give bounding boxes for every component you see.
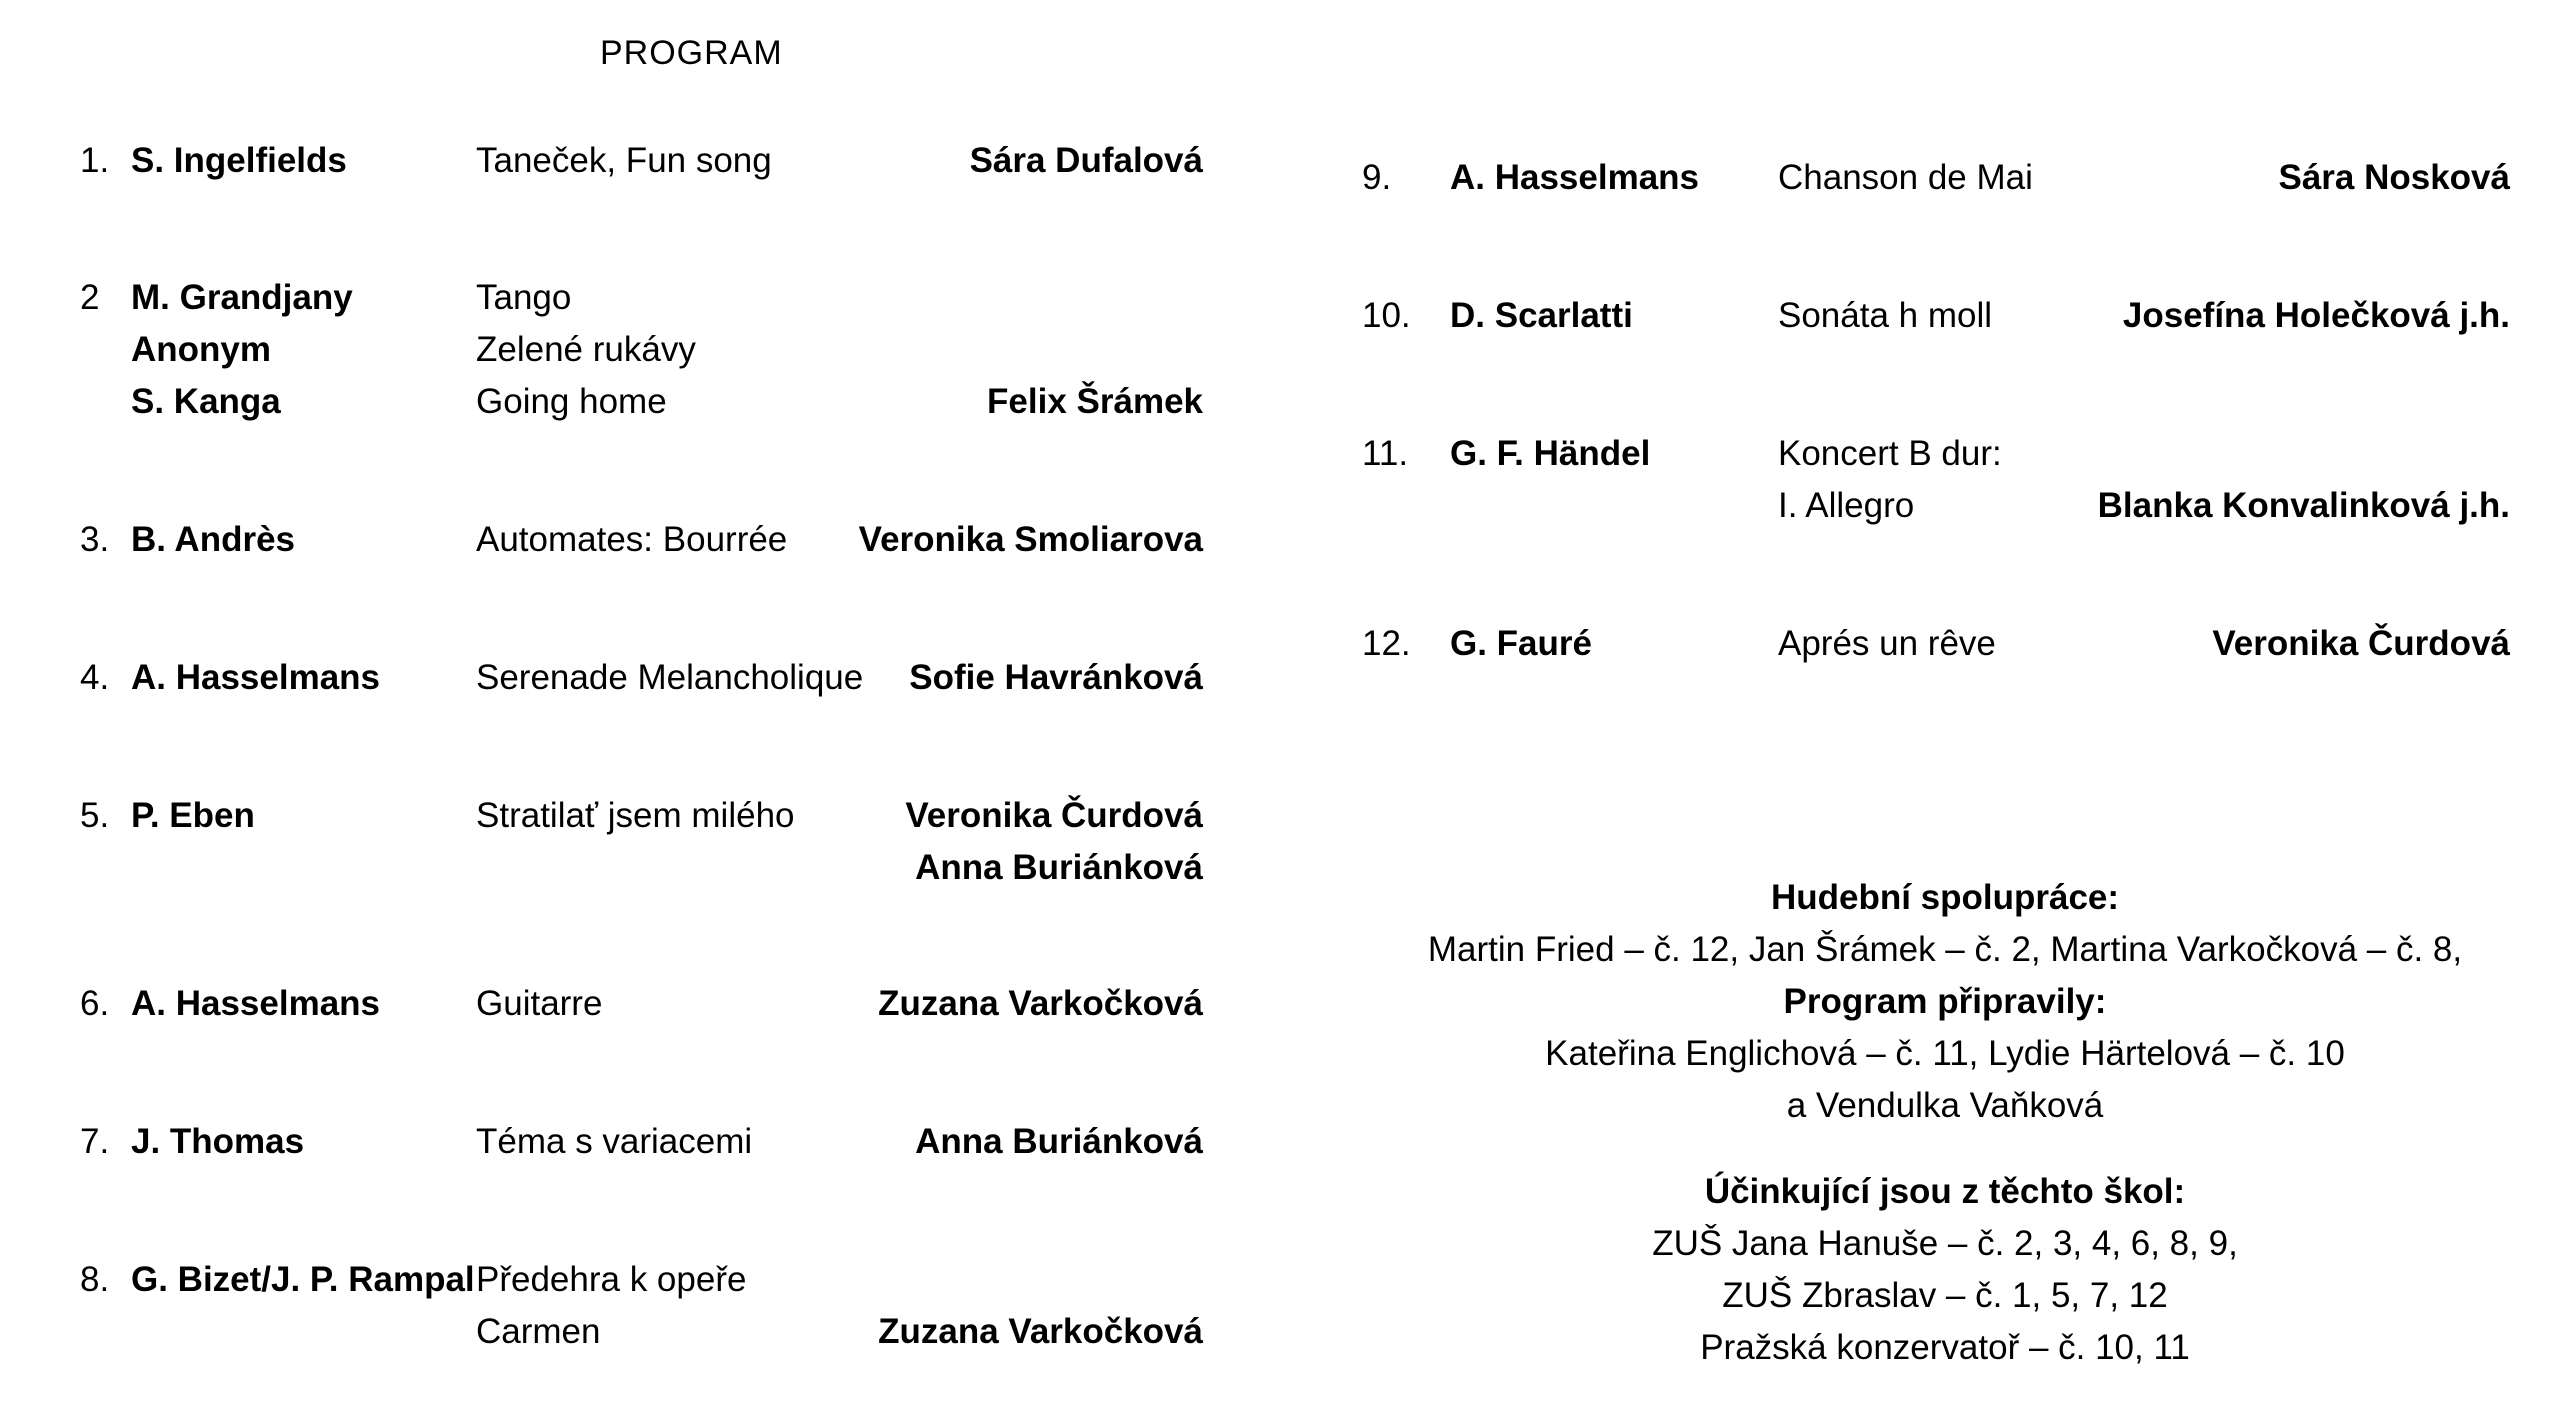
school-line: ZUŠ Jana Hanuše – č. 2, 3, 4, 6, 8, 9, [1652,1224,2238,1263]
piece-title: Guitarre [476,984,603,1023]
piece [476,272,696,428]
composer [131,652,380,704]
piece-title: Sonáta h moll [1778,296,1993,335]
item-number: 12. [1362,624,1411,663]
page-title: PROGRAM [600,34,783,72]
performer [909,652,1203,704]
piece [1778,152,2033,204]
piece-title: Automates: Bourrée [476,520,788,559]
composer-name: G. F. Händel [1450,434,1651,473]
school-line: ZUŠ Zbraslav – č. 1, 5, 7, 12 [1722,1276,2168,1315]
performer-name [987,324,1203,376]
composer-name: A. Hasselmans [131,984,381,1023]
item-number: 2 [80,278,100,317]
item-number: 6. [80,984,110,1023]
composer-name: S. Kanga [131,382,281,421]
piece-title: I. Allegro [1778,486,1915,525]
piece-title: Going home [476,382,667,421]
piece [1778,618,1996,670]
performer [905,790,1203,894]
performer-name: Sára Nosková [2278,158,2510,197]
performer-name [987,272,1203,324]
composer-name: A. Hasselmans [1450,158,1700,197]
composer-name: G. Bizet/J. P. Rampal [131,1260,475,1299]
item-number: 3. [80,520,110,559]
performer [2123,290,2510,342]
item-number: 8. [80,1260,110,1299]
item-number: 9. [1362,158,1392,197]
piece [476,652,863,704]
prepared-line-2: a Vendulka Vaňková [1786,1086,2104,1125]
composer-name: J. Thomas [131,1122,305,1161]
piece-title: Zelené rukávy [476,330,696,369]
composer [131,790,255,842]
composer [1450,152,1699,204]
performer-name [2098,428,2510,480]
performer-name [878,1254,1203,1306]
performer [859,514,1203,566]
performer [987,272,1203,428]
piece-title: Předehra k opeře [476,1260,747,1299]
performer-name: Josefína Holečková j.h. [2122,296,2510,335]
composer [1450,618,1592,670]
piece-title: Aprés un rêve [1778,624,1996,663]
prepared-heading: Program připravily: [1783,982,2107,1021]
item-number: 7. [80,1122,110,1161]
composer [131,978,380,1030]
piece-title: Serenade Melancholique [476,658,864,697]
piece [476,135,772,187]
performer [878,978,1203,1030]
piece [476,1254,746,1358]
credits-block [1400,872,2490,1374]
piece-title: Koncert B dur: [1778,434,2002,473]
piece [476,790,795,842]
piece [1778,428,2002,532]
performer-name: Veronika Smoliarova [858,520,1203,559]
composer [131,514,295,566]
piece-title: Téma s variacemi [476,1122,753,1161]
piece-title: Tango [476,278,572,317]
composer [131,1116,304,1168]
performer [2098,428,2510,532]
item-number: 10. [1362,296,1411,335]
performer-name: Veronika Čurdová [905,796,1203,835]
composer [131,135,347,187]
piece-title: Taneček, Fun song [476,141,772,180]
spacer [1400,1132,2490,1166]
composer-name: A. Hasselmans [131,658,381,697]
composer [1450,428,1650,480]
schools-heading: Účinkující jsou z těchto škol: [1704,1172,2186,1211]
composer-name: D. Scarlatti [1450,296,1633,335]
composer [131,272,353,428]
performer-name: Zuzana Varkočková [878,984,1203,1023]
collab-heading: Hudební spolupráce: [1770,878,2120,917]
item-number: 5. [80,796,110,835]
composer-name: S. Ingelfields [131,141,347,180]
performer [2212,618,2510,670]
composer-name: Anonym [131,330,271,369]
piece [476,978,602,1030]
prepared-line-1: Kateřina Englichová – č. 11, Lydie Härtelová – č. 10 [1545,1034,2345,1073]
performer-name: Anna Buriánková [915,1122,1203,1161]
performer [2278,152,2510,204]
performer [970,135,1203,187]
performer-name: Veronika Čurdová [2212,624,2510,663]
performer-name: Zuzana Varkočková [878,1312,1203,1351]
piece [476,1116,752,1168]
performer-name: Sára Dufalová [969,141,1203,180]
item-number: 1. [80,141,110,180]
piece [476,514,787,566]
piece-title: Chanson de Mai [1778,158,2033,197]
composer-name: G. Fauré [1450,624,1592,663]
piece [1778,290,1992,342]
performer-name: Anna Buriánková [915,848,1203,887]
item-number: 11. [1362,434,1409,473]
performer [878,1254,1203,1358]
performer [915,1116,1203,1168]
composer [1450,290,1633,342]
composer [131,1254,475,1306]
composer-name: M. Grandjany [131,278,353,317]
performer-name: Blanka Konvalinková j.h. [2097,486,2510,525]
piece-title: Stratilať jsem milého [476,796,795,835]
item-number: 4. [80,658,110,697]
performer-name: Sofie Havránková [909,658,1203,697]
school-line: Pražská konzervatoř – č. 10, 11 [1700,1328,2190,1367]
performer-name: Felix Šrámek [987,382,1203,421]
piece-title: Carmen [476,1312,601,1351]
collab-text: Martin Fried – č. 12, Jan Šrámek – č. 2, Martina Varkočková – č. 8, [1427,930,2463,969]
composer-name: P. Eben [131,796,255,835]
composer-name: B. Andrès [131,520,296,559]
